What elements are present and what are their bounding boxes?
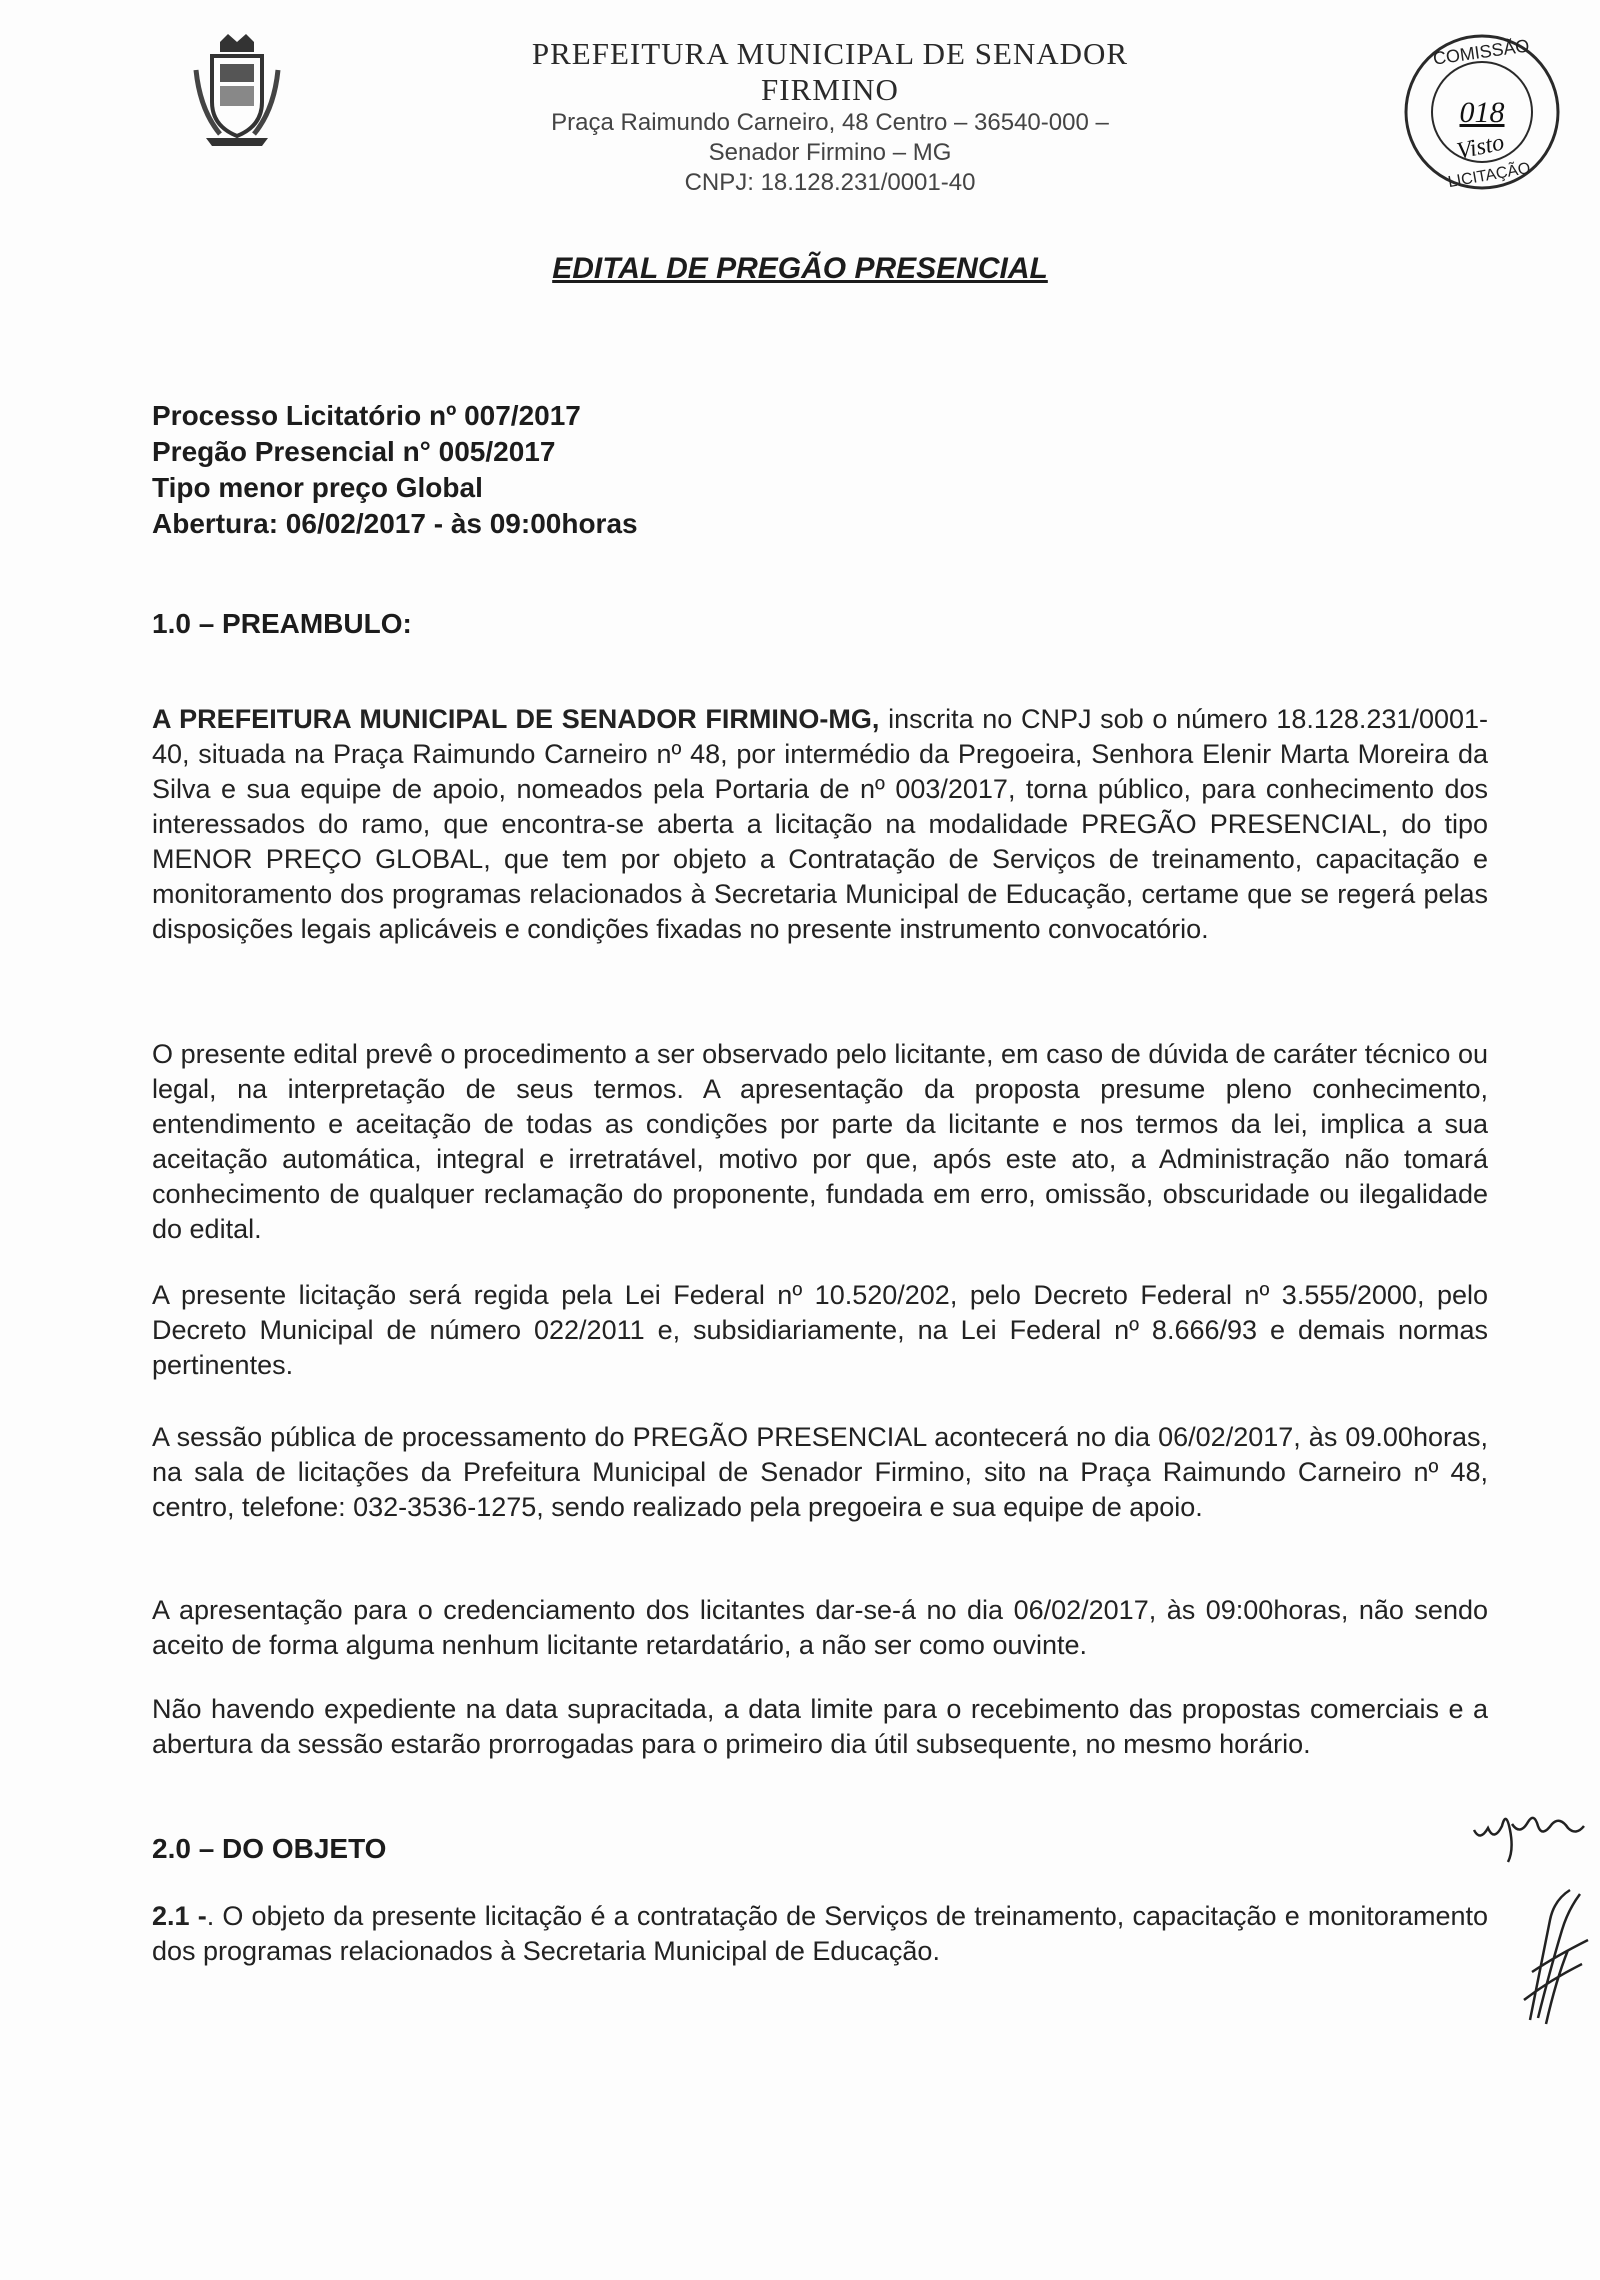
preambulo-paragraph: [152, 702, 1488, 947]
handwritten-signature-2: [1510, 1880, 1600, 2030]
org-address: Praça Raimundo Carneiro, 48 Centro – 36540-000 – Senador Firmino – MG: [551, 109, 1109, 166]
objeto-heading: 2.0 – DO OBJETO: [152, 1833, 387, 1864]
letterhead-text: [510, 36, 1150, 198]
process-number: Processo Licitatório nº 007/2017: [152, 400, 581, 431]
municipal-crest-icon: [190, 30, 285, 150]
document-title: [0, 252, 1600, 286]
org-cnpj: CNPJ: 18.128.231/0001-40: [684, 169, 976, 196]
paragraph-extension: Não havendo expediente na data supracitada, a data limite para o recebimento das propostas comerciais e a abertura da sessão estarão prorrogadas para o primeiro dia útil subsequente, no mesmo horário.: [152, 1694, 1488, 1759]
item-2-1: [152, 1899, 1488, 1969]
paragraph-legal-basis: A presente licitação será regida pela Lei Federal nº 10.520/202, pelo Decreto Federal nº 3.555/2000, pelo Decreto Municipal de número 022/2011 e, subsidiariamente, na Lei Federal nº 8.666/93 e demais normas pertinentes.: [152, 1280, 1488, 1380]
preambulo-lead: A PREFEITURA MUNICIPAL DE SENADOR FIRMINO-MG,: [152, 704, 880, 734]
handwritten-signature-1: [1468, 1790, 1588, 1870]
org-name: PREFEITURA MUNICIPAL DE SENADOR FIRMINO: [531, 36, 1129, 107]
item-2-1-label: 2.1 -: [152, 1901, 207, 1931]
paragraph-session: A sessão pública de processamento do PREGÃO PRESENCIAL acontecerá no dia 06/02/2017, às 09.00horas, na sala de licitações da Prefeitura Municipal de Senador Firmino, sito na Praça Raimundo Carneiro nº 48, centro, telefone: 032-3536-1275, sendo realizado pela pregoeira e sua equipe de apoio.: [152, 1422, 1488, 1522]
stamp-mark: Visto: [1454, 129, 1507, 165]
process-info: [152, 398, 638, 542]
bid-type: Tipo menor preço Global: [152, 472, 483, 503]
preambulo-body: inscrita no CNPJ sob o número 18.128.231/0001-40, situada na Praça Raimundo Carneiro nº 48, por intermédio da Pregoeira, Senhora Elenir Marta Moreira da Silva e sua equipe de apoio, nomeados pela Portaria de nº 003/2017, torna público, para conhecimento dos interessados do ramo, que encontra-se aberta a licitação na modalidade PREGÃO PRESENCIAL, do tipo MENOR PREÇO GLOBAL, que tem por objeto a Contratação de Serviços de treinamento, capacitação e monitoramento dos programas relacionados à Secretaria Municipal de Educação, certame que se regerá pelas disposições legais aplicáveis e condições fixadas no presente instrumento convocatório.: [152, 704, 1488, 944]
stamp-top-text: COMISSÃO: [1431, 35, 1531, 69]
document-title-text: EDITAL DE PREGÃO PRESENCIAL: [552, 252, 1048, 285]
stamp-number: 018: [1459, 96, 1505, 129]
paragraph-credentialing: A apresentação para o credenciamento dos licitantes dar-se-á no dia 06/02/2017, às 09:00horas, não sendo aceito de forma alguma nenhum licitante retardatário, a não ser como ouvinte.: [152, 1595, 1488, 1660]
paragraph-procedure: O presente edital prevê o procedimento a ser observado pelo licitante, em caso de dúvida de caráter técnico ou legal, na interpretação de seus termos. A apresentação da proposta presume pleno conhecimento, entendimento e aceitação de todas as condições por parte da licitante e nos termos da lei, implica a sua aceitação automática, integral e irretratável, motivo por que, após este ato, a Administração não tomará conhecimento de qualquer reclamação do proponente, fundada em erro, omissão, obscuridade ou ilegalidade do edital.: [152, 1039, 1488, 1244]
pregao-number: Pregão Presencial n° 005/2017: [152, 436, 556, 467]
commission-stamp: [1400, 30, 1565, 195]
item-2-1-text: . O objeto da presente licitação é a contratação de Serviços de treinamento, capacitação e monitoramento dos programas relacionados à Secretaria Municipal de Educação.: [152, 1901, 1488, 1966]
stamp-bottom-text: LICITAÇÃO: [1446, 159, 1532, 192]
preambulo-heading: 1.0 – PREAMBULO:: [152, 608, 412, 639]
opening-date: Abertura: 06/02/2017 - às 09:00horas: [152, 508, 638, 539]
